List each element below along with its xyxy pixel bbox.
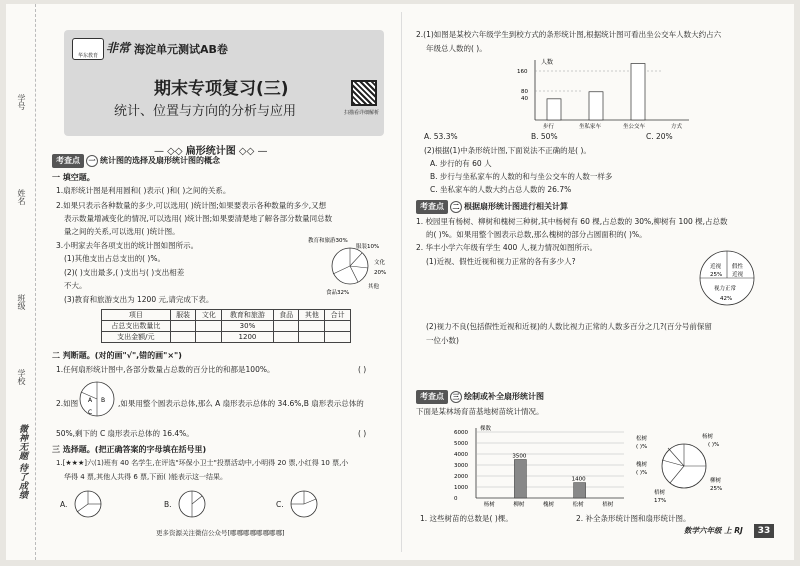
r-opt-b[interactable]: B. 50% — [531, 132, 558, 141]
expense-table — [101, 309, 351, 343]
page-divider — [401, 12, 402, 552]
table-cell: 支出金额/元 — [102, 332, 171, 343]
page-number: 33 — [754, 524, 774, 538]
bar1-ytick-80: 80 — [521, 89, 528, 95]
pie2-pseudo: 假性 — [732, 264, 744, 270]
bar2-ytick-2: 2000 — [454, 474, 468, 480]
table-header-cell: 教育和旅游 — [222, 310, 274, 321]
pie3-pine: 松树 — [636, 436, 648, 442]
bar1-bar-1 — [589, 92, 603, 120]
r-k3q1: 1. 这些树苗的总数是( )棵。 — [420, 514, 513, 523]
label-xuexiao: 学校 — [17, 369, 26, 385]
r-q2-2: (2)根据(1)中条形统计图,下面说法不正确的是( )。 — [424, 146, 591, 155]
series-name: 海淀单元测试AB卷 — [134, 43, 228, 56]
table-cell[interactable] — [325, 332, 351, 343]
bar2-category-1: 柳树 — [513, 502, 525, 508]
table-header-cell: 合计 — [325, 310, 351, 321]
r-q2a: 2.(1)如图是某校六年级学生到校方式的条形统计图,根据统计图可看出坐公交车人数大约占六 — [416, 30, 722, 39]
kaodian-3: 考查点 三 绘制或补全扇形统计图 — [416, 390, 544, 404]
p1-q3-2b: 不大。 — [64, 281, 87, 290]
page-title: 期末专项复习(三) — [154, 79, 289, 99]
abc-pie-chart — [78, 380, 116, 418]
r-k3intro: 下面是某林场育苗基地树苗统计情况。 — [416, 407, 544, 416]
spine-slogan: 微神无题 待了成绩 — [17, 424, 27, 500]
p1-q3: 3.小明家去年各项支出的统计图如图所示。 — [56, 241, 199, 250]
pie1-label-other: 其他 — [368, 284, 380, 290]
commute-bar-chart — [511, 54, 701, 129]
pie-label-c: C — [88, 409, 93, 416]
pie2-pseudo-2: 近视 — [732, 272, 744, 278]
bar1-bar-2 — [631, 64, 645, 120]
option-c-pie[interactable] — [288, 488, 320, 520]
part1-label: 一 填空题。 — [52, 173, 95, 182]
bar1-cat-bus: 坐公交车 — [623, 124, 646, 129]
p2-q2b: ,如果用整个圆表示总体,那么 A 扇形表示总体的 34.6%,B 扇形表示总体的 — [118, 399, 364, 408]
bar2-bar-3 — [574, 483, 586, 498]
qr-caption: 扫描看详细解析 — [344, 110, 380, 116]
label-xuehao: 学号 — [17, 94, 26, 110]
p2-q1-paren[interactable]: ( ) — [358, 365, 367, 374]
grade-label: 数学六年级 上 RJ — [684, 526, 743, 535]
pie3-pine-pct: ( )% — [636, 444, 648, 450]
bar2-ytick-5: 5000 — [454, 441, 468, 447]
seedling-bar-chart — [434, 420, 634, 510]
table-header-cell: 服装 — [170, 310, 196, 321]
r-q2-2b[interactable]: B. 步行与坐私家车的人数的和与坐公交车的人数一样多 — [430, 172, 613, 181]
r-q2b: 年级总人数的( )。 — [426, 44, 487, 53]
pie3-wu-pct: 17% — [654, 498, 667, 504]
p3-q1a: 1.[★★★]六(1)班有 40 名学生,在评选"环保小卫士"投票活动中,小明得 20 票,小红得 10 票,小 — [56, 459, 349, 467]
option-b-pie[interactable] — [176, 488, 208, 520]
table-cell[interactable] — [299, 332, 325, 343]
r-opt-a[interactable]: A. 53.3% — [424, 132, 458, 141]
p3-q1b: 华得 4 票,其他人共得 6 票,下面( )能表示这一结果。 — [64, 473, 227, 481]
table-header-cell: 项目 — [102, 310, 171, 321]
page-subtitle: 统计、位置与方向的分析与应用 — [114, 104, 297, 119]
pie-label-b: B — [101, 397, 106, 404]
bar2-category-3: 松树 — [572, 502, 584, 508]
seedling-pie-chart — [634, 428, 734, 508]
pie3-huai-pct: ( )% — [636, 470, 648, 476]
bar1-xlabel: 方式 — [671, 124, 683, 129]
bar2-category-4: 梧树 — [602, 502, 614, 508]
table-row — [102, 321, 351, 332]
label-xingming: 姓名 — [17, 189, 26, 205]
p1-q2b: 表示数量增减变化的情况,可以选用( )统计图;如果要清楚地了解各部分数量同总数 — [64, 214, 333, 223]
bar1-ytick-40: 40 — [521, 96, 528, 102]
r-k2q2: 2. 华丰小学六年级有学生 400 人,视力情况如图所示。 — [416, 243, 598, 252]
bar2-data-label-3: 1400 — [571, 476, 586, 483]
pie3-wu: 梧树 — [654, 490, 666, 496]
pie2-normal-pct: 42% — [720, 296, 733, 302]
bar1-ytick-160: 160 — [517, 69, 528, 75]
label-banji: 班级 — [17, 294, 26, 310]
bar1-ylabel: 人数 — [541, 59, 554, 66]
r-k2q2-2a: (2)视力不良(包括假性近视和近视)的人数比视力正常的人数多百分之几?(百分号前保留 — [426, 322, 712, 331]
table-cell[interactable] — [273, 332, 299, 343]
bar1-cat-walk: 步行 — [543, 124, 555, 129]
r-q2-2a[interactable]: A. 步行的有 60 人 — [430, 159, 492, 168]
table-cell: 占总支出数量比 — [102, 321, 171, 332]
table-cell: 30% — [222, 321, 274, 332]
table-header-row — [102, 310, 351, 321]
option-a[interactable]: A. — [60, 500, 68, 509]
footer-left: 更多资源关注微信公众号[哪哪哪哪哪哪哪哪] — [156, 529, 285, 537]
bar2-ytick-1: 1000 — [454, 485, 468, 491]
table-header-cell: 其他 — [299, 310, 325, 321]
bar2-ytick-4: 4000 — [454, 452, 468, 458]
pie3-huai: 槐树 — [636, 462, 648, 468]
section-title: — ◇◇ 扁形统计图 ◇◇ — — [154, 146, 268, 157]
pie1-label-edu: 教育和旅游30% — [308, 238, 348, 244]
r-k2q2-2b: 一位小数) — [426, 336, 459, 345]
table-cell[interactable] — [196, 332, 222, 343]
pie1-label-culture-pct: 20% — [374, 270, 387, 276]
p2-q1: 1.任何扇形统计图中,各部分数量占总数的百分比的和都是100%。 — [56, 365, 275, 374]
p2-q2c: 50%,剩下的 C 扇形表示总体的 16.4%。 — [56, 429, 194, 438]
bar2-category-0: 杨树 — [483, 502, 495, 508]
bar2-ytick-6: 6000 — [454, 430, 468, 436]
p1-q3-2a: (2)( )支出最多,( )支出与( )支出相差 — [64, 268, 185, 277]
r-k2q1b: 的( )%。如果用整个圆表示总数,那么槐树的部分占圆面积的( )%。 — [426, 230, 647, 239]
pie3-poplar: 杨树 — [702, 434, 714, 440]
p1-q3-1: (1)其他支出占总支出的( )%。 — [64, 254, 165, 263]
r-k2q1a: 1. 校园里有杨树、柳树和槐树三种树,其中杨树有 60 棵,占总数的 30%,柳树有 100 棵,占总数 — [416, 217, 728, 226]
table-cell[interactable] — [325, 321, 351, 332]
bar2-bar-1 — [514, 460, 526, 499]
pie-label-a: A — [88, 397, 93, 404]
p1-q2a: 2.如果只表示各种数量的多少,可以选用( )统计图;如果要表示各种数量的多少,又想 — [56, 201, 327, 210]
bar1-bar-0 — [547, 99, 561, 120]
option-c[interactable]: C. — [276, 500, 284, 509]
option-b[interactable]: B. — [164, 500, 172, 509]
p1-q3-3: (3)教育和旅游支出为 1200 元,请完成下表。 — [64, 295, 214, 304]
expense-pie-chart — [306, 236, 392, 296]
vision-pie-chart — [692, 248, 762, 310]
binding-spine — [6, 4, 36, 560]
pie2-myopia-pct: 25% — [710, 272, 723, 278]
qr-code[interactable] — [351, 80, 377, 106]
r-k2q2-1: (1)近视、假性近视和视力正常的各有多少人? — [426, 257, 576, 266]
table-row — [102, 332, 351, 343]
table-cell[interactable] — [170, 332, 196, 343]
bar2-data-label-1: 3500 — [512, 453, 527, 460]
r-opt-c[interactable]: C. 20% — [646, 132, 673, 141]
worksheet-page — [6, 4, 794, 560]
bar2-category-2: 槐树 — [543, 502, 555, 508]
pie2-normal: 视力正常 — [714, 286, 737, 292]
r-q2-2c[interactable]: C. 坐私家车的人数大约占总人数的 26.7% — [430, 185, 572, 194]
table-cell[interactable] — [170, 321, 196, 332]
p2-q2-paren[interactable]: ( ) — [358, 429, 367, 438]
table-cell: 1200 — [222, 332, 274, 343]
table-header-cell: 食品 — [273, 310, 299, 321]
bar1-cat-car: 坐私家车 — [579, 124, 602, 129]
table-cell[interactable] — [299, 321, 325, 332]
table-cell[interactable] — [273, 321, 299, 332]
pie1-label-culture: 文化 — [374, 260, 386, 266]
pie3-willow: 柳树 — [710, 478, 722, 484]
p1-q1: 1.扇形统计图是利用圆和( )表示( )和( )之间的关系。 — [56, 186, 231, 195]
part3-label: 三 选择题。(把正确答案的字母填在括号里) — [52, 445, 207, 454]
p2-q2a: 2.如图 — [56, 399, 79, 408]
pie1-label-clothes: 服装10% — [356, 244, 380, 250]
publisher-logo: 华东教育 — [72, 38, 104, 60]
pie1-label-food: 食品32% — [326, 290, 350, 296]
r-k3q2: 2. 补全条形统计图和扇形统计图。 — [576, 514, 691, 523]
part2-label: 二 判断题。(对的画"√",错的画"×") — [52, 351, 182, 360]
table-cell[interactable] — [196, 321, 222, 332]
pie3-willow-pct: 25% — [710, 486, 723, 492]
bar2-ylabel: 棵数 — [480, 426, 492, 432]
brand-calligraphy: 非常 — [106, 41, 131, 55]
pie3-poplar-pct: ( )% — [708, 442, 720, 448]
bar2-ytick-3: 3000 — [454, 463, 468, 469]
bar2-ytick-0: 0 — [454, 496, 458, 502]
table-header-cell: 文化 — [196, 310, 222, 321]
kaodian-2: 考查点 二 根据扇形统计图进行相关计算 — [416, 200, 568, 214]
kaodian-1: 考查点 一 统计图的选择及扇形统计图的概念 — [52, 154, 220, 168]
p1-q2c: 量之间的关系,可以选用( )统计图。 — [64, 227, 180, 236]
pie2-myopia: 近视 — [710, 264, 722, 270]
option-a-pie[interactable] — [72, 488, 104, 520]
